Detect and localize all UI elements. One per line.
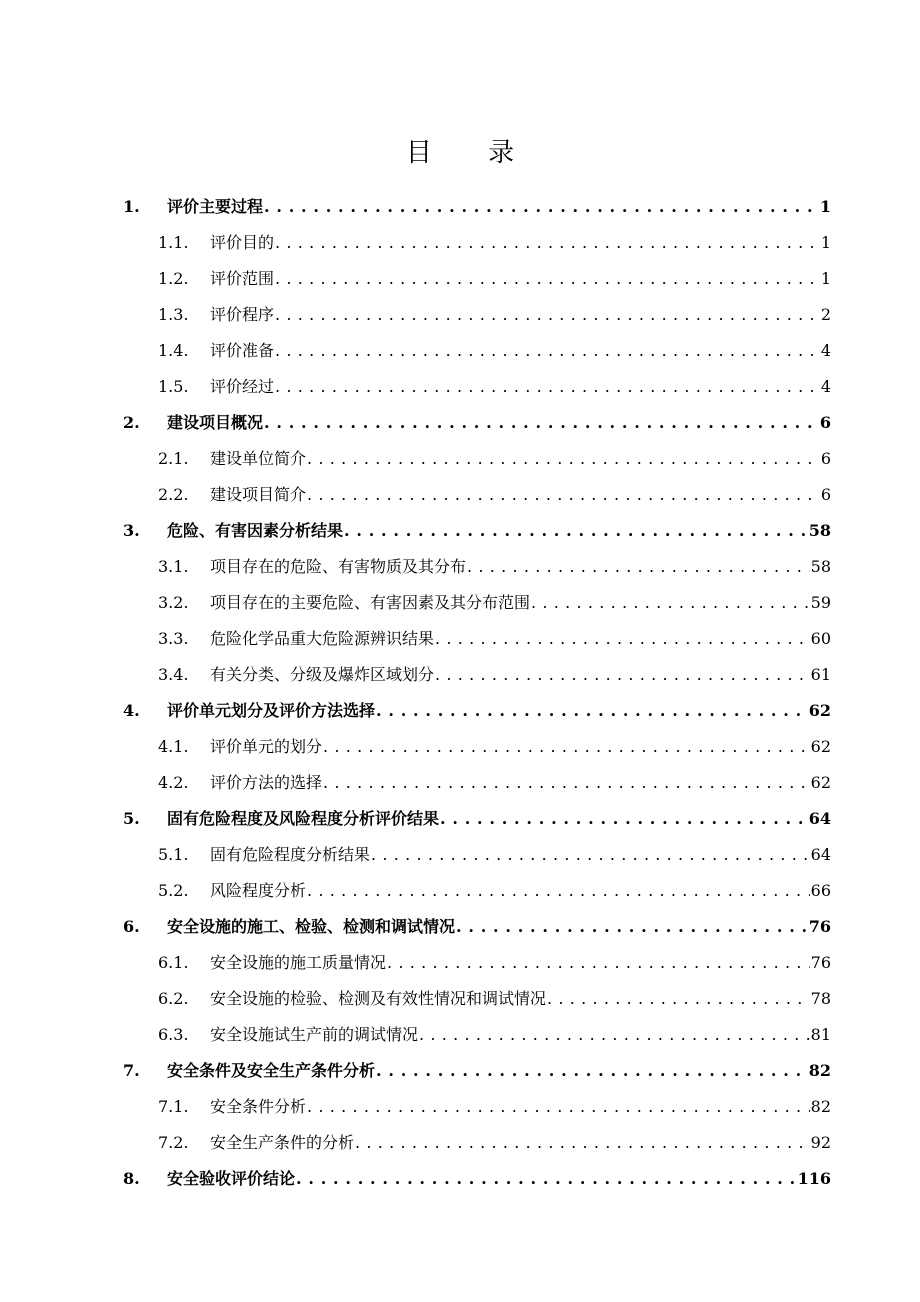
toc-section-entry[interactable] (0, 621, 920, 657)
toc-entry-number: 1.5. (158, 377, 189, 396)
toc-section-entry[interactable] (0, 837, 920, 873)
toc-entry-page-number: 61 (810, 665, 831, 684)
toc-dot-leader (387, 953, 810, 973)
toc-section-entry[interactable] (0, 765, 920, 801)
toc-dot-leader (275, 269, 820, 289)
toc-entry-page-number: 1 (820, 269, 831, 288)
page-title: 目 录 (405, 138, 539, 169)
toc-entry-label: 建设项目概况 (167, 413, 264, 432)
toc-dot-leader (275, 377, 820, 397)
toc-dot-leader (275, 233, 820, 253)
toc-entry-label: 评价目的 (210, 233, 275, 252)
toc-entry-number: 5. (123, 809, 140, 828)
toc-entry-number: 8. (123, 1169, 140, 1188)
toc-entry-page-number: 76 (808, 917, 831, 936)
toc-entry-number: 6.2. (158, 989, 189, 1008)
toc-section-entry[interactable] (0, 369, 920, 405)
toc-section-entry[interactable] (0, 333, 920, 369)
toc-dot-leader (344, 521, 808, 541)
toc-entry-number: 1.4. (158, 341, 189, 360)
toc-entry-label: 危险、有害因素分析结果 (167, 521, 344, 540)
toc-entry-page-number: 82 (810, 1097, 831, 1116)
toc-dot-leader (419, 1025, 810, 1045)
toc-entry-page-number: 59 (810, 593, 831, 612)
toc-dot-leader (264, 413, 819, 433)
toc-entry-label: 评价方法的选择 (210, 773, 323, 792)
toc-dot-leader (435, 629, 810, 649)
toc-entry-number: 3.1. (158, 557, 189, 576)
toc-section-entry[interactable] (0, 1125, 920, 1161)
toc-entry-number: 2.1. (158, 449, 189, 468)
toc-section-entry[interactable] (0, 873, 920, 909)
toc-entry-label: 安全验收评价结论 (167, 1169, 296, 1188)
toc-dot-leader (323, 737, 810, 757)
toc-entry-number: 6.1. (158, 953, 189, 972)
toc-dot-leader (440, 809, 808, 829)
toc-entry-number: 1.2. (158, 269, 189, 288)
toc-entry-number: 3.3. (158, 629, 189, 648)
toc-entry-label: 评价准备 (210, 341, 275, 360)
toc-chapter-entry[interactable] (0, 693, 920, 729)
toc-entry-number: 6. (123, 917, 140, 936)
toc-dot-leader (467, 557, 810, 577)
toc-entry-number: 7.1. (158, 1097, 189, 1116)
toc-chapter-entry[interactable] (0, 513, 920, 549)
toc-dot-leader (435, 665, 810, 685)
toc-dot-leader (323, 773, 810, 793)
table-of-contents (0, 189, 920, 1197)
toc-dot-leader (456, 917, 808, 937)
toc-dot-leader (275, 341, 820, 361)
toc-entry-label: 有关分类、分级及爆炸区域划分 (210, 665, 435, 684)
toc-entry-page-number: 62 (810, 737, 831, 756)
toc-entry-page-number: 6 (819, 413, 831, 432)
toc-dot-leader (371, 845, 810, 865)
toc-dot-leader (531, 593, 810, 613)
toc-entry-page-number: 58 (808, 521, 831, 540)
toc-entry-label: 风险程度分析 (210, 881, 307, 900)
toc-entry-number: 1. (123, 197, 140, 216)
toc-entry-number: 3.4. (158, 665, 189, 684)
toc-entry-page-number: 6 (820, 485, 831, 504)
toc-dot-leader (547, 989, 810, 1009)
toc-entry-page-number: 1 (819, 197, 831, 216)
toc-entry-number: 7. (123, 1061, 140, 1080)
toc-chapter-entry[interactable] (0, 801, 920, 837)
toc-entry-label: 评价主要过程 (167, 197, 264, 216)
toc-entry-page-number: 60 (810, 629, 831, 648)
toc-entry-number: 7.2. (158, 1133, 189, 1152)
toc-entry-number: 4.1. (158, 737, 189, 756)
toc-section-entry[interactable] (0, 441, 920, 477)
toc-entry-number: 6.3. (158, 1025, 189, 1044)
toc-section-entry[interactable] (0, 1017, 920, 1053)
toc-section-entry[interactable] (0, 261, 920, 297)
toc-entry-number: 5.2. (158, 881, 189, 900)
toc-entry-number: 5.1. (158, 845, 189, 864)
toc-entry-page-number: 4 (820, 377, 831, 396)
toc-entry-number: 2.2. (158, 485, 189, 504)
toc-dot-leader (307, 1097, 810, 1117)
toc-entry-page-number: 58 (810, 557, 831, 576)
toc-entry-page-number: 2 (820, 305, 831, 324)
toc-entry-page-number: 81 (810, 1025, 831, 1044)
toc-entry-page-number: 1 (820, 233, 831, 252)
toc-entry-label: 项目存在的危险、有害物质及其分布 (210, 557, 467, 576)
toc-entry-label: 安全设施的施工、检验、检测和调试情况 (167, 917, 456, 936)
toc-entry-label: 评价程序 (210, 305, 275, 324)
toc-entry-label: 项目存在的主要危险、有害因素及其分布范围 (210, 593, 531, 612)
toc-entry-label: 安全条件及安全生产条件分析 (167, 1061, 376, 1080)
toc-entry-label: 安全设施的施工质量情况 (210, 953, 387, 972)
toc-entry-label: 评价经过 (210, 377, 275, 396)
toc-entry-label: 建设项目简介 (210, 485, 307, 504)
toc-section-entry[interactable] (0, 1089, 920, 1125)
toc-entry-page-number: 4 (820, 341, 831, 360)
toc-entry-page-number: 62 (808, 701, 831, 720)
toc-entry-page-number: 76 (810, 953, 831, 972)
toc-dot-leader (307, 449, 820, 469)
toc-entry-number: 2. (123, 413, 140, 432)
toc-entry-number: 3. (123, 521, 140, 540)
toc-entry-label: 安全条件分析 (210, 1097, 307, 1116)
toc-entry-label: 固有危险程度及风险程度分析评价结果 (167, 809, 440, 828)
toc-entry-label: 固有危险程度分析结果 (210, 845, 371, 864)
toc-chapter-entry[interactable] (0, 1161, 920, 1197)
toc-entry-label: 评价范围 (210, 269, 275, 288)
toc-entry-label: 安全设施的检验、检测及有效性情况和调试情况 (210, 989, 547, 1008)
toc-section-entry[interactable] (0, 297, 920, 333)
toc-section-entry[interactable] (0, 585, 920, 621)
toc-entry-page-number: 78 (810, 989, 831, 1008)
toc-dot-leader (307, 485, 820, 505)
toc-entry-page-number: 64 (808, 809, 831, 828)
toc-dot-leader (307, 881, 810, 901)
toc-entry-page-number: 116 (797, 1169, 831, 1188)
toc-chapter-entry[interactable] (0, 405, 920, 441)
toc-entry-number: 1.1. (158, 233, 189, 252)
toc-chapter-entry[interactable] (0, 189, 920, 225)
toc-section-entry[interactable] (0, 981, 920, 1017)
toc-entry-label: 评价单元划分及评价方法选择 (167, 701, 376, 720)
toc-entry-number: 4. (123, 701, 140, 720)
toc-entry-number: 3.2. (158, 593, 189, 612)
toc-entry-label: 评价单元的划分 (210, 737, 323, 756)
toc-entry-page-number: 62 (810, 773, 831, 792)
toc-entry-label: 建设单位简介 (210, 449, 307, 468)
toc-entry-page-number: 92 (810, 1133, 831, 1152)
toc-entry-label: 安全设施试生产前的调试情况 (210, 1025, 419, 1044)
toc-section-entry[interactable] (0, 657, 920, 693)
toc-entry-page-number: 82 (808, 1061, 831, 1080)
toc-dot-leader (376, 701, 808, 721)
toc-section-entry[interactable] (0, 477, 920, 513)
toc-dot-leader (275, 305, 820, 325)
toc-entry-label: 安全生产条件的分析 (210, 1133, 355, 1152)
toc-chapter-entry[interactable] (0, 1053, 920, 1089)
toc-dot-leader (376, 1061, 808, 1081)
toc-entry-page-number: 6 (820, 449, 831, 468)
toc-entry-page-number: 64 (810, 845, 831, 864)
toc-dot-leader (264, 197, 819, 217)
toc-section-entry[interactable] (0, 225, 920, 261)
toc-entry-number: 1.3. (158, 305, 189, 324)
toc-dot-leader (355, 1133, 810, 1153)
toc-entry-page-number: 66 (810, 881, 831, 900)
toc-section-entry[interactable] (0, 729, 920, 765)
toc-section-entry[interactable] (0, 549, 920, 585)
toc-section-entry[interactable] (0, 945, 920, 981)
toc-dot-leader (296, 1169, 797, 1189)
toc-entry-label: 危险化学品重大危险源辨识结果 (210, 629, 435, 648)
toc-chapter-entry[interactable] (0, 909, 920, 945)
toc-entry-number: 4.2. (158, 773, 189, 792)
